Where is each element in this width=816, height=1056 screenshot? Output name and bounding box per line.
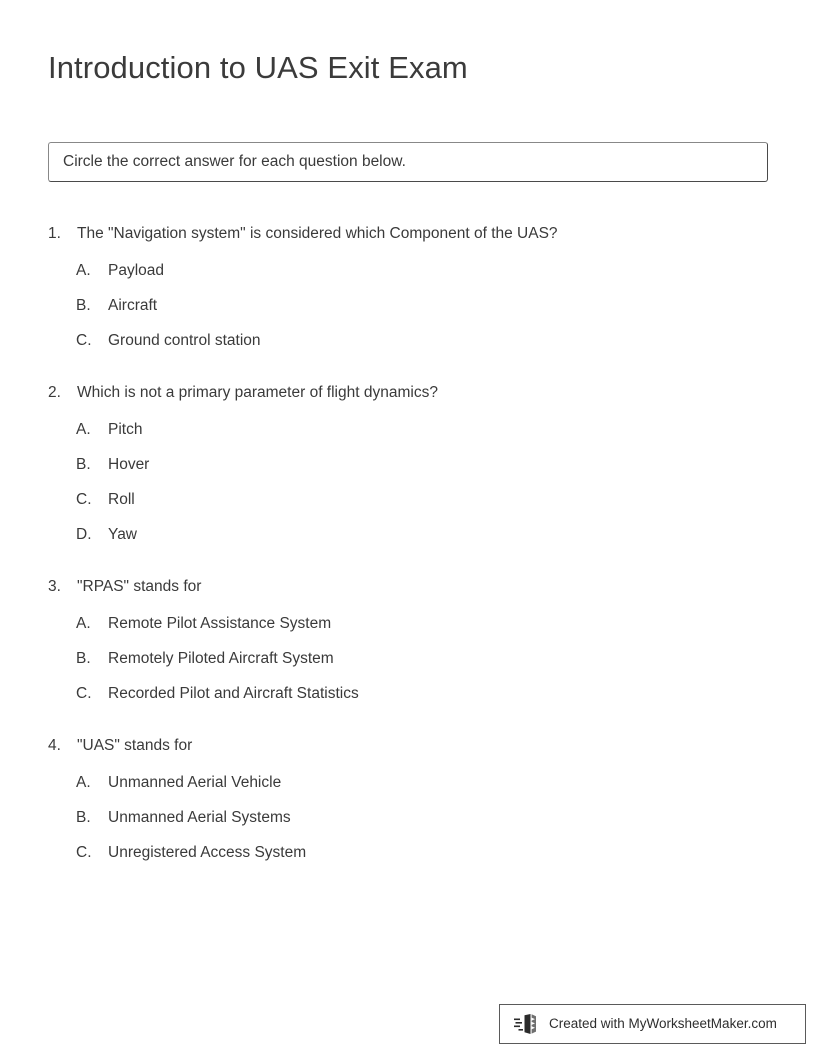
option-text: Unmanned Aerial Systems (108, 809, 291, 826)
answer-option[interactable] (76, 771, 768, 795)
option-text: Unregistered Access System (108, 844, 307, 861)
question-number: 3. (48, 578, 61, 595)
option-letter: A. (76, 421, 91, 438)
question-text: "RPAS" stands for (77, 578, 202, 595)
option-text: Payload (108, 262, 165, 279)
option-text: Hover (108, 456, 150, 473)
answer-option[interactable] (76, 682, 768, 706)
instruction-box (48, 142, 768, 182)
option-letter: A. (76, 774, 91, 791)
option-letter: B. (76, 456, 91, 473)
page-title: Introduction to UAS Exit Exam (48, 50, 468, 85)
option-list (76, 418, 768, 547)
question-number: 2. (48, 384, 61, 401)
question-text: "UAS" stands for (77, 737, 193, 754)
option-text: Remote Pilot Assistance System (108, 615, 332, 632)
worksheet-maker-logo-icon (514, 1013, 540, 1035)
option-text: Remotely Piloted Aircraft System (108, 650, 334, 667)
option-letter: C. (76, 491, 92, 508)
option-letter: A. (76, 615, 91, 632)
question-block (48, 734, 768, 865)
option-letter: B. (76, 297, 91, 314)
answer-option[interactable] (76, 806, 768, 830)
answer-option[interactable] (76, 841, 768, 865)
question-block (48, 575, 768, 706)
answer-option[interactable] (76, 612, 768, 636)
answer-option[interactable] (76, 329, 768, 353)
option-text: Roll (108, 491, 135, 508)
question-line (48, 575, 768, 599)
footer-badge[interactable] (499, 1004, 806, 1044)
question-number: 4. (48, 737, 61, 754)
option-letter: B. (76, 809, 91, 826)
option-text: Pitch (108, 421, 143, 438)
option-list (76, 259, 768, 353)
option-list (76, 612, 768, 706)
option-text: Ground control station (108, 332, 261, 349)
question-line (48, 222, 768, 246)
question-list (48, 222, 768, 893)
question-line (48, 381, 768, 405)
question-line (48, 734, 768, 758)
question-block (48, 381, 768, 547)
option-letter: C. (76, 685, 92, 702)
option-text: Aircraft (108, 297, 158, 314)
question-text: The "Navigation system" is considered which Component of the UAS? (77, 225, 558, 242)
question-block (48, 222, 768, 353)
option-text: Recorded Pilot and Aircraft Statistics (108, 685, 359, 702)
question-number: 1. (48, 225, 61, 242)
instruction-text: Circle the correct answer for each question below. (63, 153, 406, 170)
badge-label: Created with MyWorksheetMaker.com (549, 1016, 777, 1031)
option-list (76, 771, 768, 865)
answer-option[interactable] (76, 488, 768, 512)
answer-option[interactable] (76, 523, 768, 547)
option-letter: B. (76, 650, 91, 667)
option-letter: A. (76, 262, 91, 279)
option-text: Yaw (108, 526, 138, 543)
option-letter: C. (76, 332, 92, 349)
option-letter: D. (76, 526, 92, 543)
answer-option[interactable] (76, 259, 768, 283)
question-text: Which is not a primary parameter of flight dynamics? (77, 384, 438, 401)
answer-option[interactable] (76, 647, 768, 671)
option-letter: C. (76, 844, 92, 861)
answer-option[interactable] (76, 294, 768, 318)
answer-option[interactable] (76, 453, 768, 477)
answer-option[interactable] (76, 418, 768, 442)
option-text: Unmanned Aerial Vehicle (108, 774, 282, 791)
